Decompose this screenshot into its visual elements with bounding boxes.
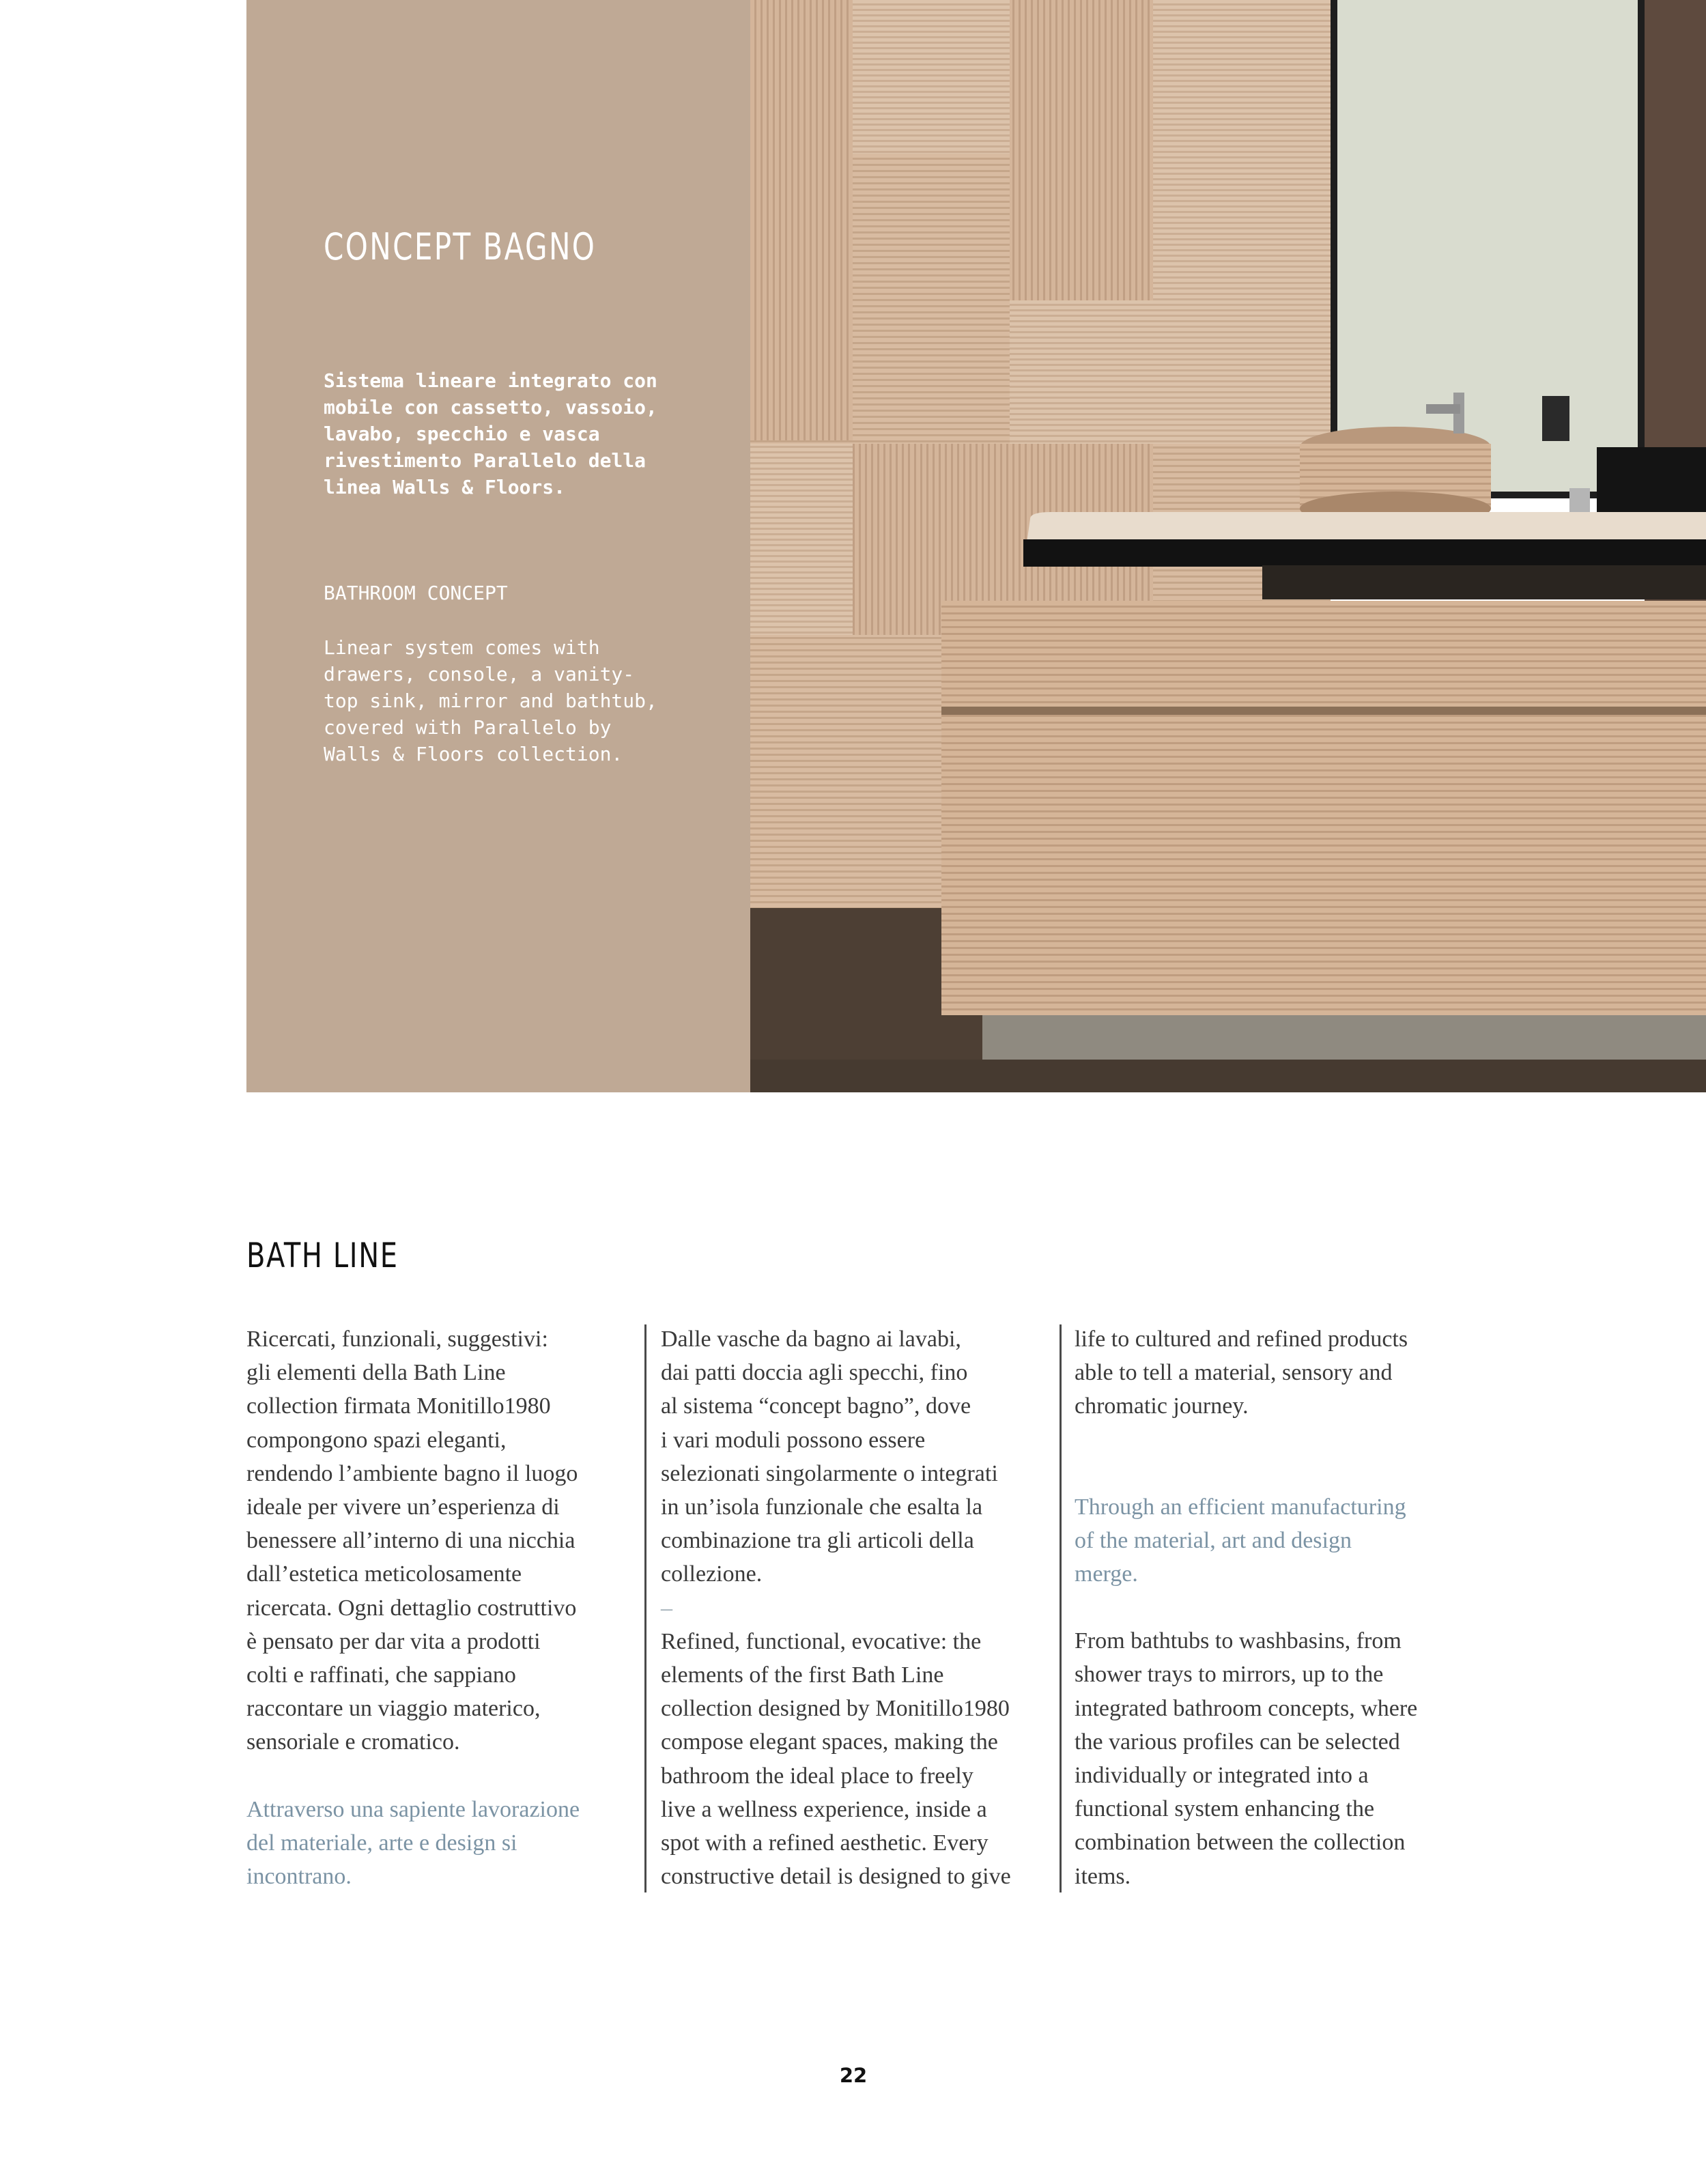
intro-paragraph-en-continued: life to cultured and refined products able to tell a material, sensory and chromatic journey.	[1075, 1327, 1408, 1419]
highlight-quote-it: Attraverso una sapiente lavorazione del materiale, arte e design si incontrano.	[246, 1796, 580, 1890]
column-divider	[1060, 1324, 1062, 1892]
bath-line-title: BATH LINE	[246, 1236, 399, 1275]
bathroom-photo	[750, 0, 1706, 1092]
text-column-3	[1075, 1322, 1470, 1893]
concept-title-en: BATHROOM CONCEPT	[324, 582, 508, 604]
concept-description-en: Linear system comes with drawers, console, a vanity- top sink, mirror and bathtub, covered with Parallelo by Walls & Floors collection.	[324, 636, 657, 765]
paragraph-spacer	[1075, 1423, 1470, 1490]
concept-title: CONCEPT BAGNO	[324, 225, 597, 268]
text-column-2	[661, 1322, 1050, 1893]
column-divider	[644, 1324, 646, 1892]
intro-paragraph-en: Refined, functional, evocative: the elements of the first Bath Line collection designed by Monitillo1980 compose elegant spaces, making the bathroom the ideal place to freely live a wellness experience, inside a spot with a refined aesthetic. Every constructive detail is designed to give	[661, 1628, 1011, 1890]
page-number: 22	[839, 2064, 868, 2087]
highlight-quote-en: Through an efficient manufacturing of the material, art and design merge.	[1075, 1494, 1406, 1587]
products-paragraph-en: From bathtubs to washbasins, from shower trays to mirrors, up to the integrated bathroom concepts, where the various profiles can be selected individually or integrated into a functional system enhancing the combination between the collection items.	[1075, 1628, 1418, 1889]
products-paragraph-it: Dalle vasche da bagno ai lavabi, dai patti doccia agli specchi, fino al sistema “concept bagno”, dove i vari moduli possono essere selezionati singolarmente o integrati in un’isola funzionale che esalta la combinazione tra gli articoli della collezione.	[661, 1327, 998, 1587]
text-column-1	[246, 1322, 629, 1893]
concept-description-it: Sistema lineare integrato con mobile con cassetto, vassoio, lavabo, specchio e vasca rivestimento Parallelo della linea Walls & Floors.	[324, 369, 657, 498]
language-separator: –	[661, 1595, 672, 1621]
concept-panel	[246, 0, 750, 1092]
intro-paragraph-it: Ricercati, funzionali, suggestivi: gli elementi della Bath Line collection firmata Monitillo1980 compongono spazi eleganti, rendendo l’ambiente bagno il luogo ideale per vivere un’esperienza di benessere all’interno di una nicchia dall’estetica meticolosamente ricercata. Ogni dettaglio costruttivo è pensato per dar vita a prodotti colti e raffinati, che sappiano raccontare un viaggio materico, sensoriale e cromatico.	[246, 1327, 578, 1755]
paragraph-spacer	[246, 1759, 629, 1793]
paragraph-spacer	[1075, 1591, 1470, 1624]
